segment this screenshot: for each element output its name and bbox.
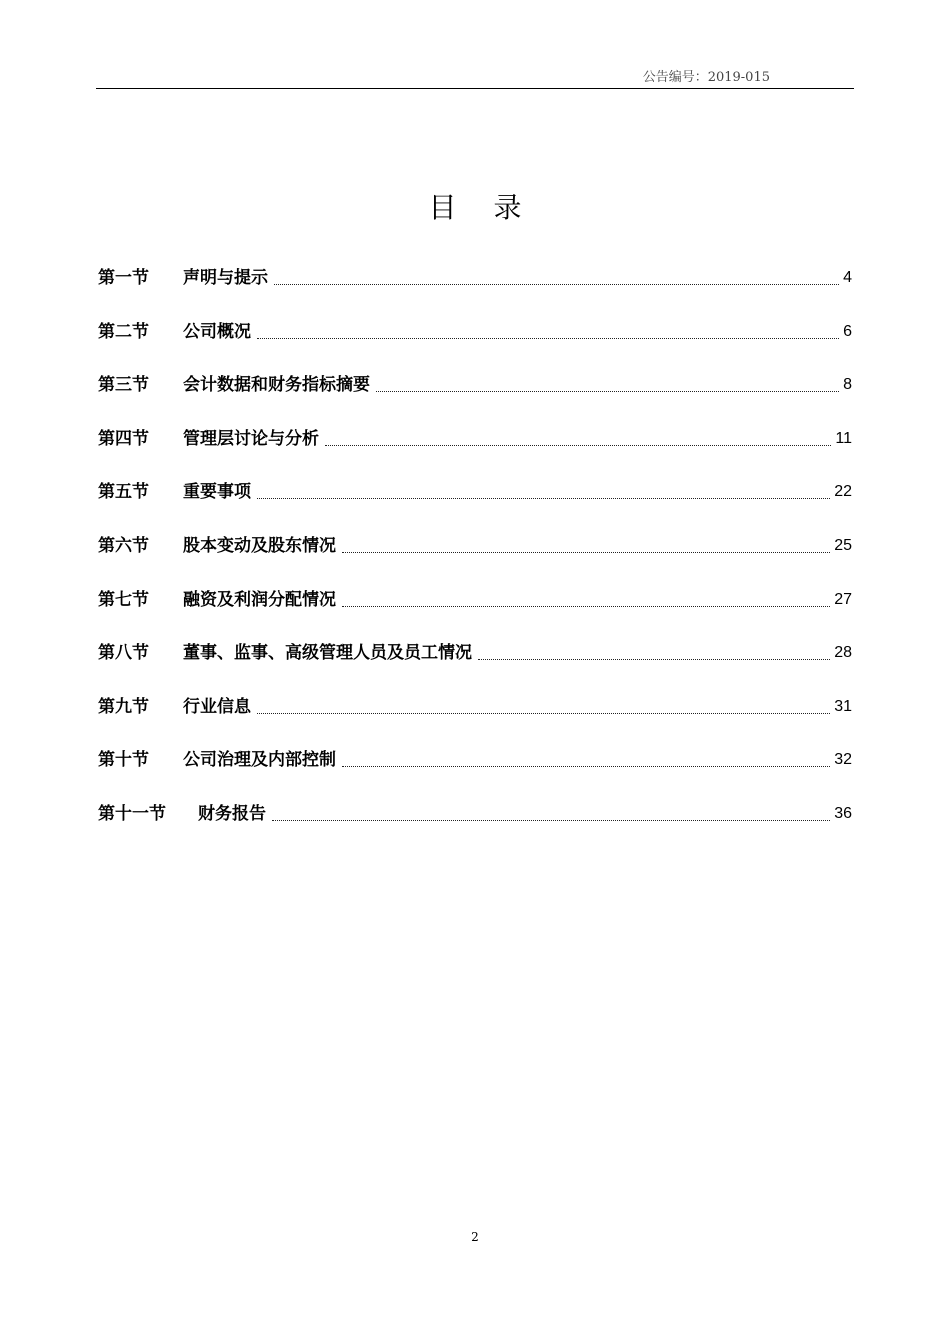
dot-leader <box>478 658 830 660</box>
toc-section-title: 股本变动及股东情况 <box>183 535 336 556</box>
dot-leader <box>342 765 830 767</box>
toc-page-number: 11 <box>835 429 852 447</box>
dot-leader <box>272 819 830 821</box>
toc-entry[interactable] <box>98 582 852 612</box>
toc-entry[interactable] <box>98 367 852 397</box>
page-number: 2 <box>471 1230 479 1244</box>
dot-leader <box>257 497 830 499</box>
toc-section-number: 第二节 <box>98 321 149 342</box>
toc-entry[interactable] <box>98 796 852 826</box>
dot-leader <box>376 390 839 392</box>
toc-page-number: 25 <box>834 536 852 554</box>
toc-page-number: 31 <box>834 697 852 715</box>
toc-section-title: 会计数据和财务指标摘要 <box>183 375 370 396</box>
toc-section-number: 第八节 <box>98 643 149 664</box>
toc-section-number: 第十一节 <box>98 803 166 824</box>
toc-section-title: 重要事项 <box>183 482 251 503</box>
toc-title: 目 录 <box>428 191 536 224</box>
toc-section-title: 融资及利润分配情况 <box>183 589 336 610</box>
toc-entry[interactable] <box>98 689 852 719</box>
announcement-code: 公告编号：2019-015 <box>642 70 770 85</box>
toc-page-number: 8 <box>843 376 852 394</box>
toc-page-number: 22 <box>834 483 852 501</box>
toc-page-number: 4 <box>843 269 852 286</box>
table-of-contents <box>98 260 852 850</box>
dot-leader <box>342 551 830 553</box>
toc-section-number: 第七节 <box>98 589 149 610</box>
dot-leader <box>257 712 830 714</box>
toc-entry[interactable] <box>98 635 852 665</box>
toc-section-number: 第五节 <box>98 482 149 503</box>
toc-section-number: 第四节 <box>98 428 149 449</box>
dot-leader <box>257 337 839 339</box>
toc-entry[interactable] <box>98 260 852 290</box>
toc-section-number: 第十节 <box>98 750 149 771</box>
toc-entry[interactable] <box>98 474 852 504</box>
toc-page-number: 36 <box>834 804 852 822</box>
toc-entry[interactable] <box>98 742 852 772</box>
toc-section-title: 管理层讨论与分析 <box>183 428 319 449</box>
dot-leader <box>342 605 830 607</box>
toc-section-title: 公司概况 <box>183 321 251 342</box>
toc-section-number: 第三节 <box>98 375 149 396</box>
toc-section-number: 第六节 <box>98 535 149 556</box>
dot-leader <box>325 444 831 446</box>
toc-entry[interactable] <box>98 421 852 451</box>
toc-section-title: 声明与提示 <box>183 268 268 288</box>
toc-section-number: 第九节 <box>98 696 149 717</box>
toc-entry[interactable] <box>98 314 852 344</box>
dot-leader <box>274 283 839 285</box>
toc-section-title: 公司治理及内部控制 <box>183 750 336 771</box>
toc-section-title: 董事、监事、高级管理人员及员工情况 <box>183 643 472 664</box>
toc-page-number: 6 <box>843 322 852 340</box>
toc-section-number: 第一节 <box>98 268 149 288</box>
toc-page-number: 27 <box>834 590 852 608</box>
toc-entry[interactable] <box>98 528 852 558</box>
header-divider <box>96 88 854 89</box>
toc-section-title: 行业信息 <box>183 696 251 717</box>
toc-page-number: 28 <box>834 644 852 662</box>
toc-section-title: 财务报告 <box>198 803 266 824</box>
toc-page-number: 32 <box>834 751 852 769</box>
